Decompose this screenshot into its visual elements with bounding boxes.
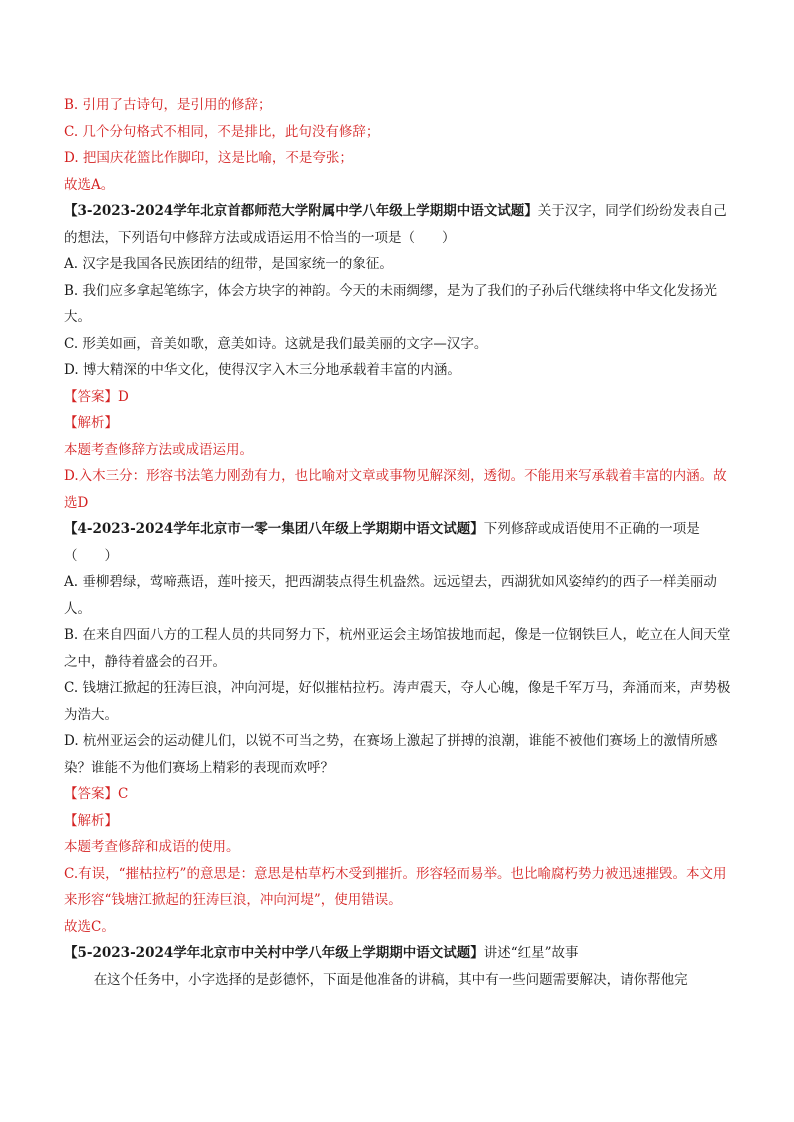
question-3-source: 【3-2023-2024学年北京首都师范大学附属中学八年级上学期期中语文试题】 — [64, 203, 538, 219]
question-4-option-c: C. 钱塘江掀起的狂涛巨浪，冲向河堤，好似摧枯拉朽。涛声震天，夺人心魄，像是千军万马，奔涌而来，声势极为浩大。 — [64, 680, 731, 723]
question-4-analysis-label: 【解析】 — [64, 812, 118, 829]
prev-analysis-line: D. 把国庆花篮比作脚印，这是比喻，不是夸张； — [64, 150, 353, 166]
question-3-stem: 关于汉字，同学们纷纷发表自己的想法，下列语句中修辞方法或成语运用不恰当的一项是（ ） — [64, 203, 727, 246]
question-5-body: 在这个任务中，小字选择的是彭德怀，下面是他准备的讲稿，其中有一些问题需要解决，请你帮他完 — [93, 971, 688, 988]
question-3-option-c: C. 形美如画，音美如歌，意美如诗。这就是我们最美丽的文字—汉字。 — [64, 335, 488, 352]
question-4-analysis-line: 故选C。 — [64, 918, 115, 935]
question-4-analysis-line: C.有误，“摧枯拉朽”的意思是：意思是枯草朽木受到摧折。形容轻而易举。也比喻腐朽势力被迅速摧毁。本文用来形容“钱塘江掀起的狂涛巨浪，冲向河堤”，使用错误。 — [64, 865, 727, 908]
question-4-analysis-line: 本题考查修辞和成语的使用。 — [64, 839, 240, 855]
question-4-header — [64, 516, 732, 569]
prev-analysis-line: 故选A。 — [64, 176, 115, 193]
question-5-stem: 讲述“红星”故事 — [483, 945, 579, 961]
prev-analysis-line: C. 几个分句格式不相同，不是排比，此句没有修辞； — [64, 123, 380, 140]
question-3-analysis-line: D.入木三分：形容书法笔力刚劲有力，也比喻对文章或事物见解深刻，透彻。不能用来写承载着丰富的内涵。故选D — [64, 468, 727, 511]
question-3-option-a: A. 汉字是我国各民族团结的纽带，是国家统一的象征。 — [64, 256, 393, 272]
question-4-option-d: D. 杭州亚运会的运动健儿们，以锐不可当之势，在赛场上激起了拼搏的浪潮，谁能不被他们赛场上的激情所感染？谁能不为他们赛场上精彩的表现而欢呼？ — [64, 733, 718, 776]
question-4-source: 【4-2023-2024学年北京市一零一集团八年级上学期期中语文试题】 — [64, 521, 484, 537]
prev-analysis-line: B. 引用了古诗句，是引用的修辞； — [64, 97, 272, 113]
question-5-header — [64, 940, 732, 967]
question-4-stem: 下列修辞或成语使用不正确的一项是（ ） — [64, 521, 700, 564]
question-4-option-b: B. 在来自四面八方的工程人员的共同努力下，杭州亚运会主场馆拔地而起，像是一位钢铁巨人，屹立在人间天堂之中，静待着盛会的召开。 — [64, 627, 731, 670]
question-3-analysis-label: 【解析】 — [64, 415, 118, 431]
question-5-source: 【5-2023-2024学年北京市中关村中学八年级上学期期中语文试题】 — [64, 945, 484, 961]
question-3-answer: 【答案】D — [64, 388, 129, 405]
question-4-option-a: A. 垂柳碧绿，莺啼燕语，莲叶接天，把西湖装点得生机盎然。远远望去，西湖犹如风姿绰约的西子一样美丽动人。 — [64, 574, 717, 617]
document-body — [64, 92, 732, 993]
question-3-header — [64, 198, 732, 251]
question-4-answer: 【答案】C — [64, 786, 129, 802]
question-3-option-b: B. 我们应多拿起笔练字，体会方块字的神韵。今天的未雨绸缪，是为了我们的子孙后代继续将中华文化发扬光大。 — [64, 282, 718, 325]
question-3-option-d: D. 博大精深的中华文化，使得汉字入木三分地承载着丰富的内涵。 — [64, 362, 461, 378]
question-3-analysis-line: 本题考查修辞方法或成语运用。 — [64, 441, 253, 458]
